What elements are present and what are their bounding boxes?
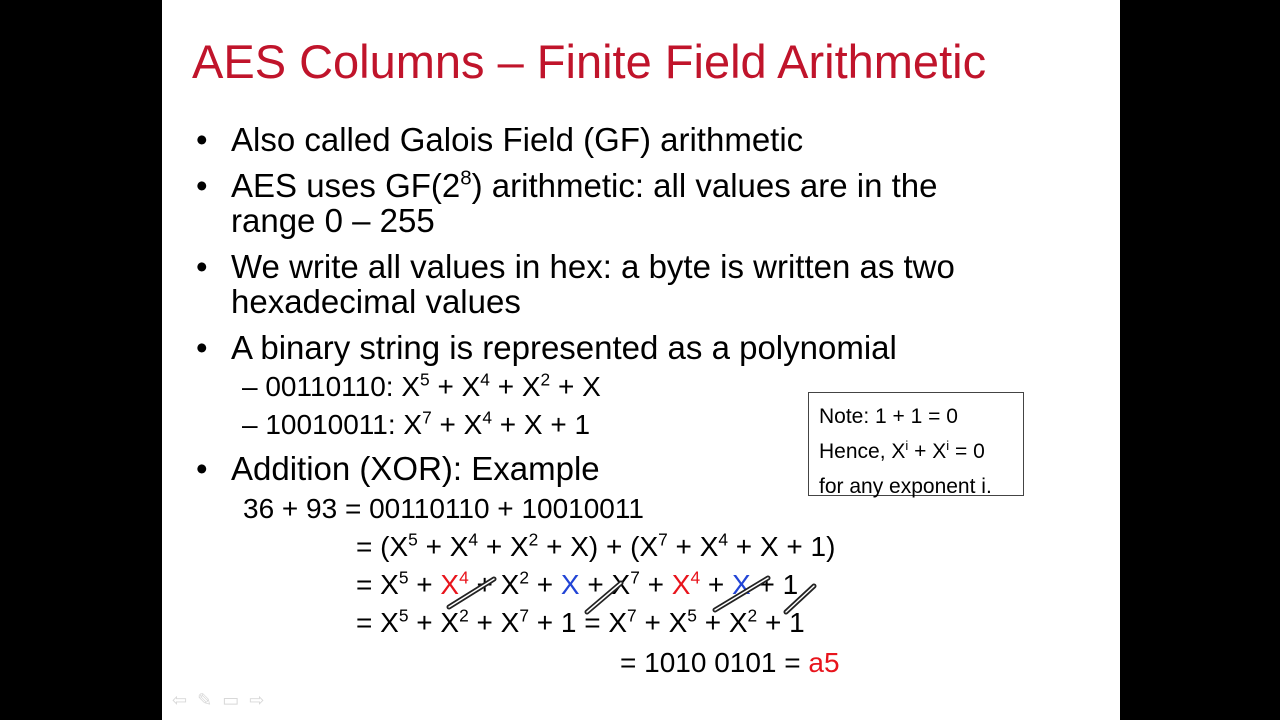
term: + X <box>636 607 688 638</box>
bullet-text: Addition (XOR): Example <box>231 450 600 487</box>
binary-string: 00110110: <box>265 371 394 402</box>
strike-mark <box>715 578 768 610</box>
term: + X <box>908 440 947 463</box>
term: + X <box>579 569 631 600</box>
term: + X <box>468 569 520 600</box>
exponent: i <box>946 437 950 453</box>
slide-title: AES Columns – Finite Field Arithmetic <box>192 35 987 88</box>
term: X <box>401 371 421 402</box>
exponent: 2 <box>519 567 529 588</box>
term: Hence, X <box>819 440 906 463</box>
exponent: 2 <box>747 605 758 626</box>
term: X <box>671 569 691 600</box>
exponent: 2 <box>528 529 539 550</box>
cancellation-strokes <box>162 0 1120 720</box>
dash: – <box>242 409 258 440</box>
bullet-marker: • <box>196 248 208 285</box>
exponent: 5 <box>687 605 697 626</box>
term: + X <box>478 531 529 562</box>
exponent: 4 <box>690 567 701 588</box>
exponent: 7 <box>658 529 668 550</box>
calc-line-1: 36 + 93 = 00110110 + 10010011 <box>243 493 644 524</box>
term: + 1 <box>750 569 799 600</box>
text-run: ) arithmetic: all values are in the <box>471 167 938 204</box>
bullet-text-continued: range 0 – 255 <box>231 202 435 239</box>
exponent: 2 <box>540 369 551 390</box>
term: = 1010 0101 = <box>620 647 809 678</box>
exponent: i <box>905 437 909 453</box>
term: = 0 <box>949 440 985 463</box>
bullet-text: We write all values in hex: a byte is written as two <box>231 248 955 285</box>
exponent: 7 <box>519 605 529 626</box>
term: = X <box>356 607 399 638</box>
term: + X <box>696 607 748 638</box>
bullet-marker: • <box>196 167 208 204</box>
prev-arrow-icon[interactable]: ⇦ <box>172 690 198 710</box>
text-run: AES uses GF(2 <box>231 167 461 204</box>
strike-mark <box>449 579 494 607</box>
term: + <box>639 569 672 600</box>
strike-mark <box>786 586 814 612</box>
exponent: 8 <box>460 166 472 190</box>
binary-string: 10010011: <box>265 409 396 440</box>
cancelled-term: X <box>560 569 580 600</box>
exponent: 7 <box>627 605 637 626</box>
bullet-marker: • <box>196 329 208 366</box>
exponent: 5 <box>398 567 409 588</box>
exponent: 5 <box>398 605 409 626</box>
bullet-text: A binary string is represented as a polynomial <box>231 329 897 366</box>
note-line: for any exponent i. <box>819 475 992 498</box>
term: + <box>700 569 733 600</box>
term: X <box>440 569 460 600</box>
term: + 1 = X <box>528 607 628 638</box>
exponent: 7 <box>630 567 640 588</box>
exponent: 4 <box>459 567 469 588</box>
term: + 1 <box>757 607 805 638</box>
term: + X <box>489 371 541 402</box>
next-arrow-icon[interactable]: ⇨ <box>249 690 275 710</box>
exponent: 5 <box>420 369 430 390</box>
term: + X + 1 <box>492 409 591 440</box>
term: + X) + (X <box>538 531 659 562</box>
note-box <box>808 392 1024 496</box>
term: = (X <box>356 531 409 562</box>
note-line: Note: 1 + 1 = 0 <box>819 405 958 428</box>
exponent: 4 <box>482 407 493 428</box>
cancelled-term: X <box>732 569 751 600</box>
bullet-marker: • <box>196 450 208 487</box>
bullet-marker: • <box>196 121 208 158</box>
slideshow-nav <box>172 690 274 711</box>
exponent: 4 <box>468 529 479 550</box>
term: + X <box>667 531 719 562</box>
strike-mark <box>587 583 621 612</box>
term: + X <box>468 607 520 638</box>
dash: – <box>242 371 258 402</box>
bullet-text-continued: hexadecimal values <box>231 283 521 320</box>
result-hex: a5 <box>808 647 840 678</box>
exponent: 5 <box>408 529 418 550</box>
exponent: 2 <box>459 605 469 626</box>
term: + X <box>408 607 460 638</box>
term: + X <box>550 371 601 402</box>
pen-icon[interactable]: ✎ <box>197 690 223 710</box>
term: X <box>403 409 423 440</box>
slides-icon[interactable]: ▭ <box>222 690 250 710</box>
exponent: 4 <box>718 529 729 550</box>
term: + X <box>431 409 483 440</box>
term: + X <box>417 531 469 562</box>
exponent: 7 <box>422 407 432 428</box>
term: + <box>528 569 561 600</box>
bullet-text: Also called Galois Field (GF) arithmetic <box>231 121 804 158</box>
term: + X <box>429 371 481 402</box>
term: + X + 1) <box>728 531 836 562</box>
note-line <box>819 434 1023 469</box>
slide <box>162 0 1120 720</box>
term: = X <box>356 569 399 600</box>
term: + <box>408 569 441 600</box>
exponent: 4 <box>480 369 490 390</box>
